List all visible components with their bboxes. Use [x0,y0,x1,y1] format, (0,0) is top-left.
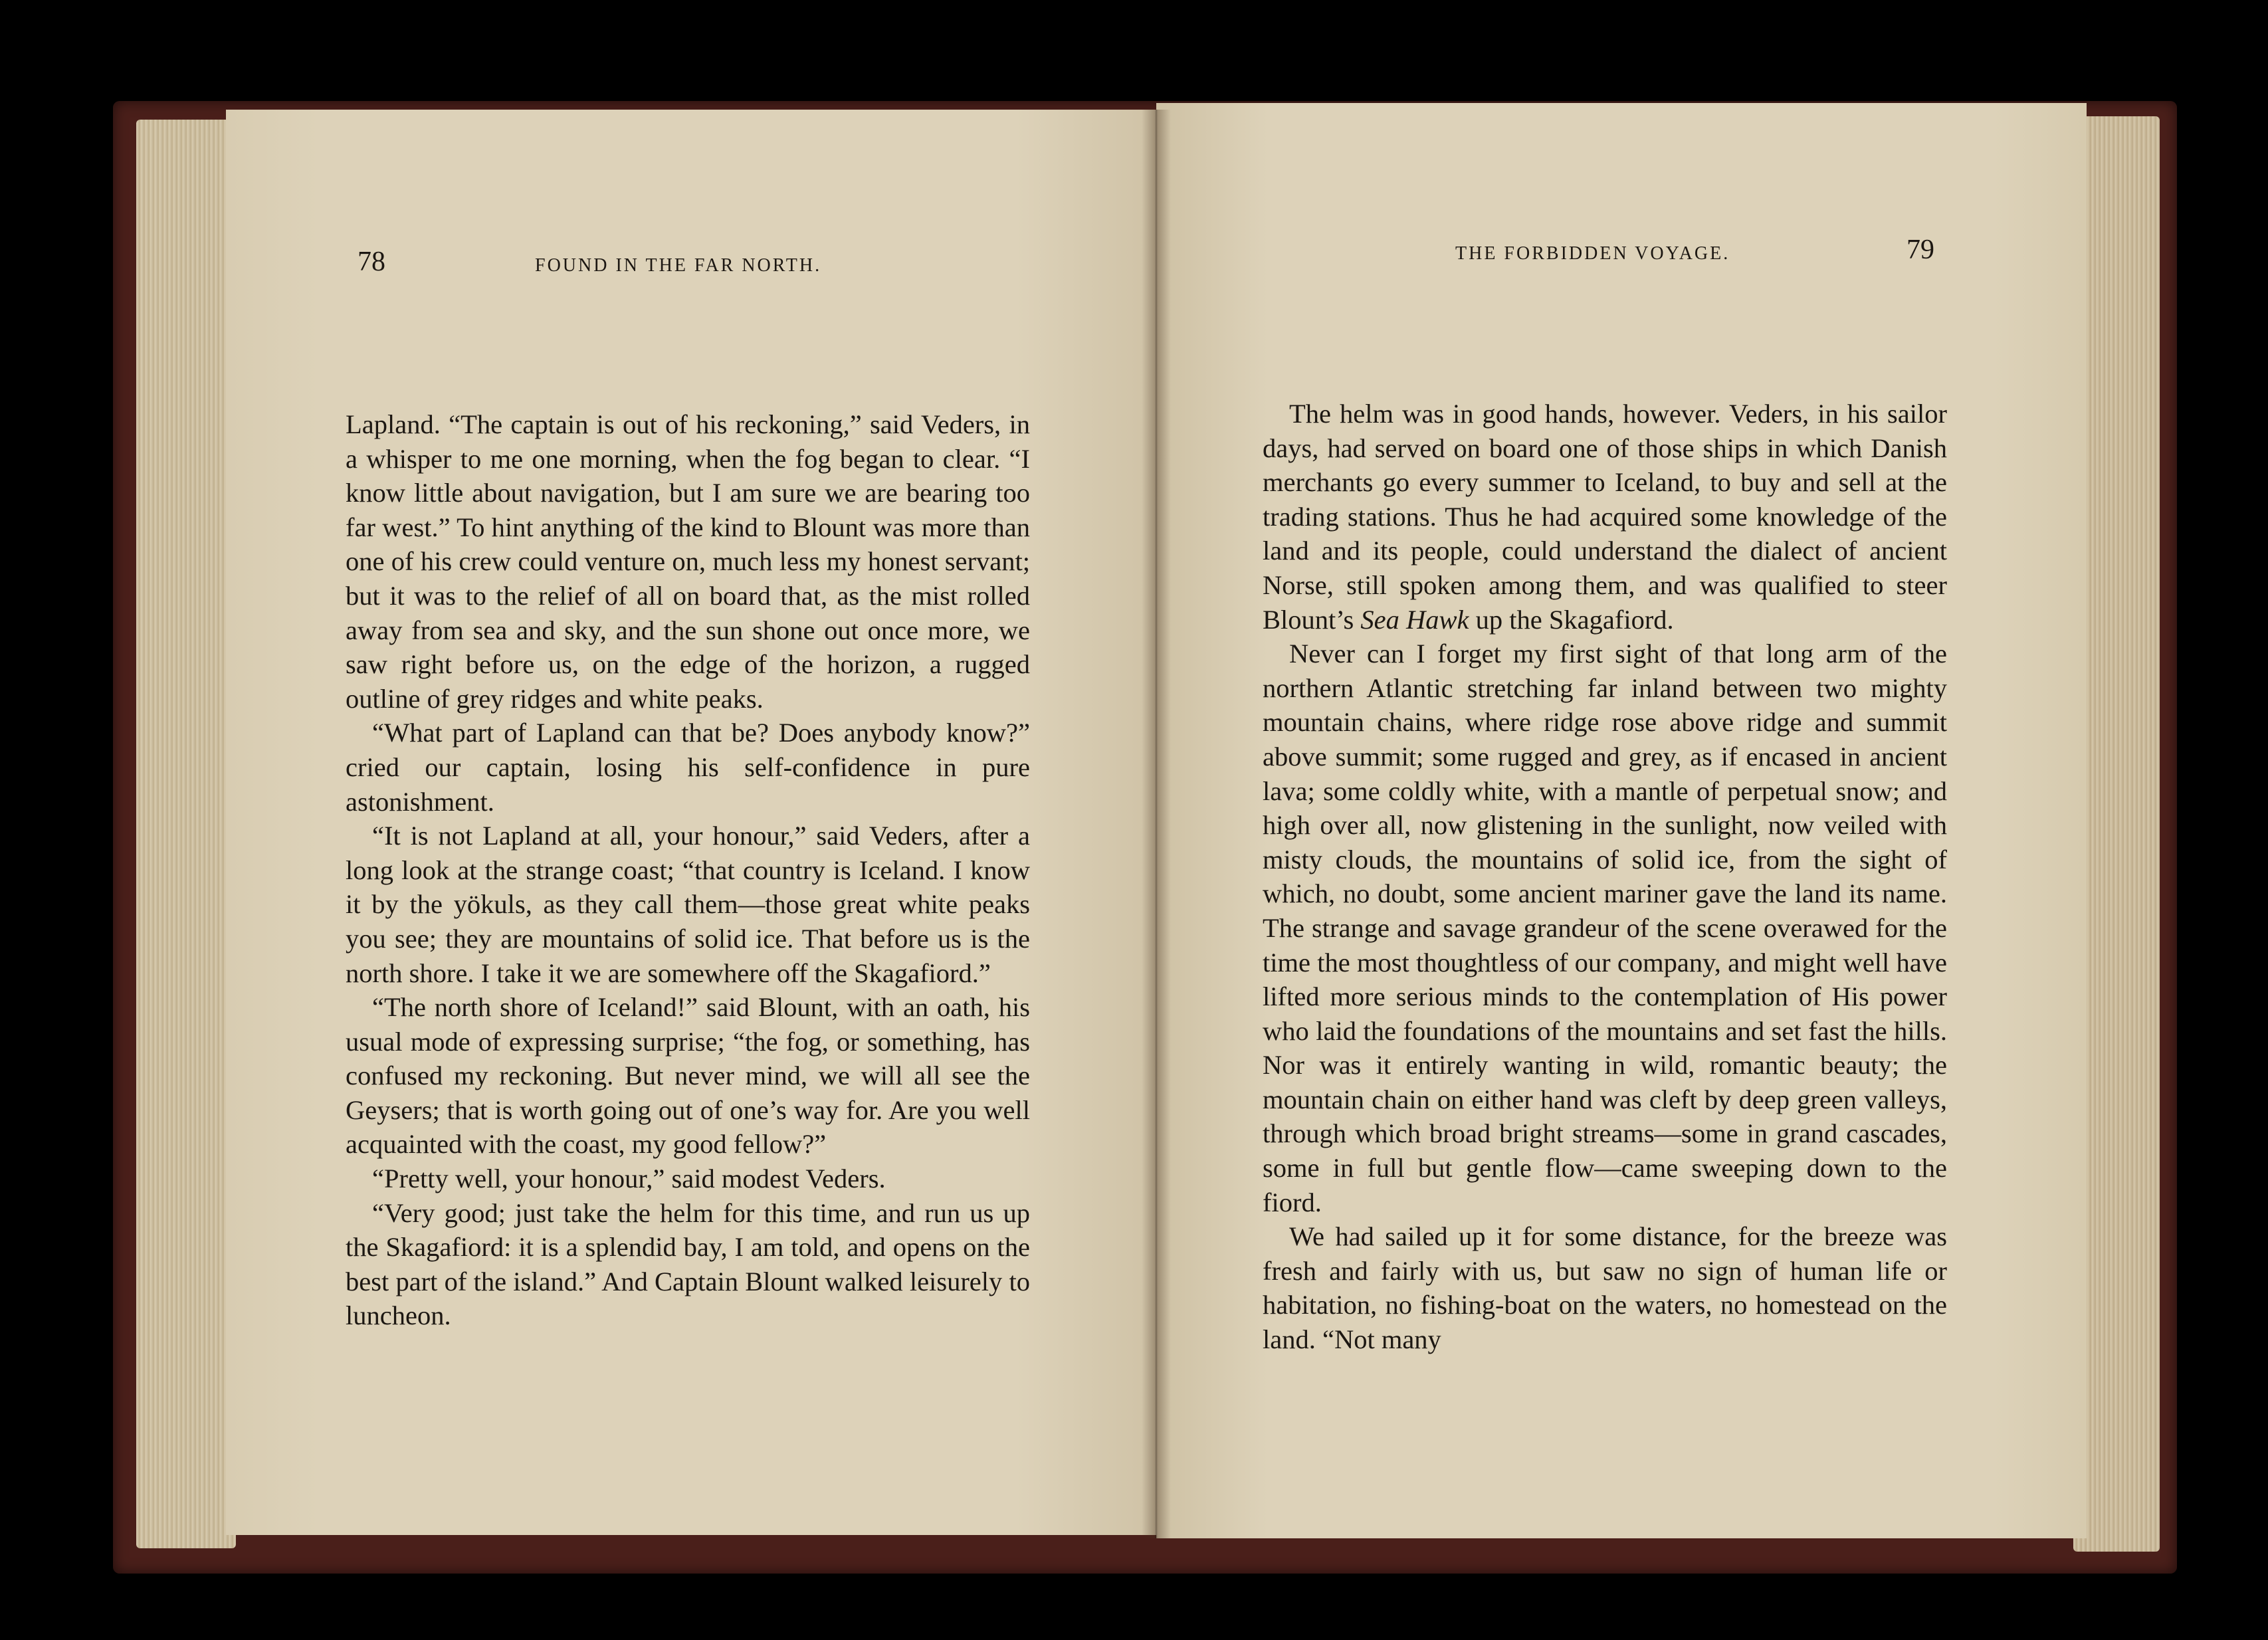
left-running-title: FOUND IN THE FAR NORTH. [535,255,822,276]
left-body-text [346,407,1030,1333]
left-paragraph-1: Lapland. “The captain is out of his reckoning,” said Veders, in a whisper to me one morning, when the fog began to clear. “I know little about navigation, but I am sure we are bearing too far west.” To hint anything of the kind to Blount was more than one of his crew could venture on, much less my honest servant; but it was to the relief of all on board that, as the mist rolled away from sea and sky, and the sun shone out once more, we saw right before us, on the edge of the horizon, a rugged outline of grey ridges and white peaks. [346,409,1030,714]
right-paragraph-3: We had sailed up it for some distance, for the breeze was fresh and fairly with us, but saw no sign of human life or habitation, no fishing-boat on the waters, no homestead on the land. “Not many [1263,1221,1947,1355]
right-paragraph-1 [1263,397,1947,637]
right-paragraph-1-end: up the Skagafiord. [1469,604,1674,635]
right-paragraph-1-start: The helm was in good hands, however. Veders, in his sailor days, had served on board one of those ships in which Danish merchants go every summer to Iceland, to buy and sell at the trading stations. Thus he had acquired some knowledge of the land and its people, could understand the dialect of ancient Norse, still spoken among them, and was qualified to steer Blount’s [1263,399,1947,635]
right-page-number: 79 [1907,235,1934,265]
left-running-head [226,246,1156,286]
right-running-title: THE FORBIDDEN VOYAGE. [1455,243,1730,264]
right-paragraph-2: Never can I forget my first sight of that long arm of the northern Atlantic stretching far inland between two mighty mountain chains, where ridge rose above ridge and summit above summit; some rugged and grey, as if encased in ancient lava; some coldly white, with a mantle of perpetual snow; and high over all, now glistening in the sunlight, now veiled with misty clouds, the mountains of solid ice, from the sight of which, no doubt, some ancient mariner gave the land its name. The strange and savage grandeur of the scene overawed for the time the most thoughtless of our company, and might well have lifted more serious minds to the contemplation of His power who laid the foundations of the mountains and set fast the hills. Nor was it entirely wanting in wild, romantic beauty; the mountain chain on either hand was cleft by deep green valleys, through which broad bright streams—some in grand cascades, some in full but gentle flow—came sweeping down to the fiord. [1263,639,1947,1217]
right-page [1156,103,2087,1538]
right-body-text [1263,397,1947,1357]
right-running-head [1156,235,2087,279]
ship-name-italic: Sea Hawk [1360,604,1469,635]
left-paragraph-6: “Very good; just take the helm for this time, and run us up the Skagafiord: it is a splendid bay, I am told, and opens on the best part of the island.” And Captain Blount walked leisurely to luncheon. [346,1197,1030,1331]
left-paragraph-2: “What part of Lapland can that be? Does anybody know?” cried our captain, losing his self-confidence in pure astonishment. [346,718,1030,817]
left-paragraph-4: “The north shore of Iceland!” said Blount, with an oath, his usual mode of expressing surprise; “the fog, or something, has confused my reckoning. But never mind, we will all see the Geysers; that is worth going out of one’s way for. Are you well acquainted with the coast, my good fellow?” [346,992,1030,1160]
left-page-number: 78 [358,247,385,277]
left-paragraph-5: “Pretty well, your honour,” said modest Veders. [372,1164,886,1194]
book-gutter [1142,110,1171,1538]
page-edges-left [136,120,236,1548]
left-paragraph-3: “It is not Lapland at all, your honour,” said Veders, after a long look at the strange coast; “that country is Iceland. I know it by the yökuls, as they call them—those great white peaks you see; they are mountains of solid ice. That before us is the north shore. I take it we are somewhere off the Skagafiord.” [346,821,1030,988]
left-page [226,110,1156,1535]
